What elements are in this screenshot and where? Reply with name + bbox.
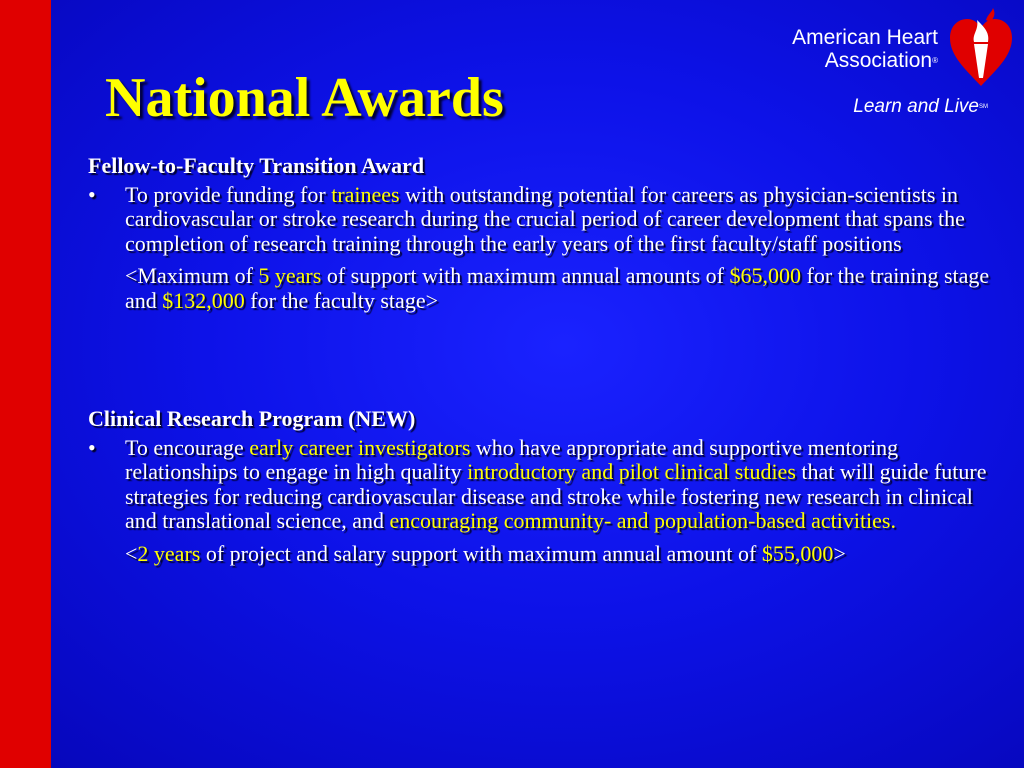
highlight-text: $65,000 xyxy=(729,263,801,288)
service-mark: SM xyxy=(979,103,988,110)
note-text: of project and salary support with maximum annual amount of xyxy=(200,540,762,566)
slide-title: National Awards xyxy=(105,67,504,129)
highlight-text: encouraging community- and population-based activities. xyxy=(389,508,896,533)
bullet-text: To encourage xyxy=(125,434,250,460)
red-side-bar xyxy=(0,0,51,768)
section-heading: Clinical Research Program (NEW) xyxy=(88,406,416,431)
note-text: > xyxy=(833,540,846,566)
bullet-item xyxy=(88,436,1008,534)
award-section-fellow-to-faculty xyxy=(88,154,1008,313)
support-note xyxy=(88,264,1008,313)
bullet-marker: • xyxy=(88,181,96,207)
award-section-clinical-research xyxy=(88,407,1008,566)
logo-tagline xyxy=(853,96,988,118)
logo-line-2-text: Association xyxy=(824,49,933,73)
highlight-text: early career investigators xyxy=(249,434,471,460)
highlight-text: 2 years xyxy=(137,540,201,566)
slide-content xyxy=(88,154,1008,566)
logo-tagline-text: Learn and Live xyxy=(853,96,979,117)
highlight-text: introductory and pilot clinical studies xyxy=(467,459,796,484)
support-note xyxy=(88,542,1008,567)
section-heading: Fellow-to-Faculty Transition Award xyxy=(88,153,425,178)
highlight-text: $132,000 xyxy=(162,287,245,313)
note-text: for the training stage and xyxy=(125,263,990,313)
bullet-item xyxy=(88,183,1008,257)
bullet-marker: • xyxy=(88,434,96,460)
note-text: for the faculty stage> xyxy=(244,287,438,313)
bullet-text: with outstanding potential for careers as physician-scientists in cardiovascular or stroke research during the crucial period of career development that spans the completion of research training through the early years of the first faculty/staff positions xyxy=(125,181,965,256)
bullet-text: To provide funding for xyxy=(125,181,332,207)
note-text: < xyxy=(125,540,138,566)
logo-wordmark xyxy=(792,26,938,72)
note-text: <Maximum of xyxy=(125,263,259,288)
bullet-text: that will guide future strategies for reducing cardiovascular disease and stroke while fostering new research in clinical and translational science, and xyxy=(125,459,987,533)
highlight-text: trainees xyxy=(331,181,400,207)
logo-line-1: American Heart xyxy=(792,26,938,49)
aha-logo xyxy=(760,8,1018,128)
highlight-text: $55,000 xyxy=(761,540,834,566)
highlight-text: 5 years xyxy=(258,263,322,288)
section-spacer xyxy=(88,313,1008,407)
note-text: of support with maximum annual amounts of xyxy=(321,263,730,288)
bullet-text: who have appropriate and supportive mentoring relationships to engage in high quality xyxy=(125,434,899,484)
heart-torch-icon xyxy=(946,8,1016,88)
registered-mark: ® xyxy=(932,56,938,66)
logo-line-2 xyxy=(792,49,938,72)
